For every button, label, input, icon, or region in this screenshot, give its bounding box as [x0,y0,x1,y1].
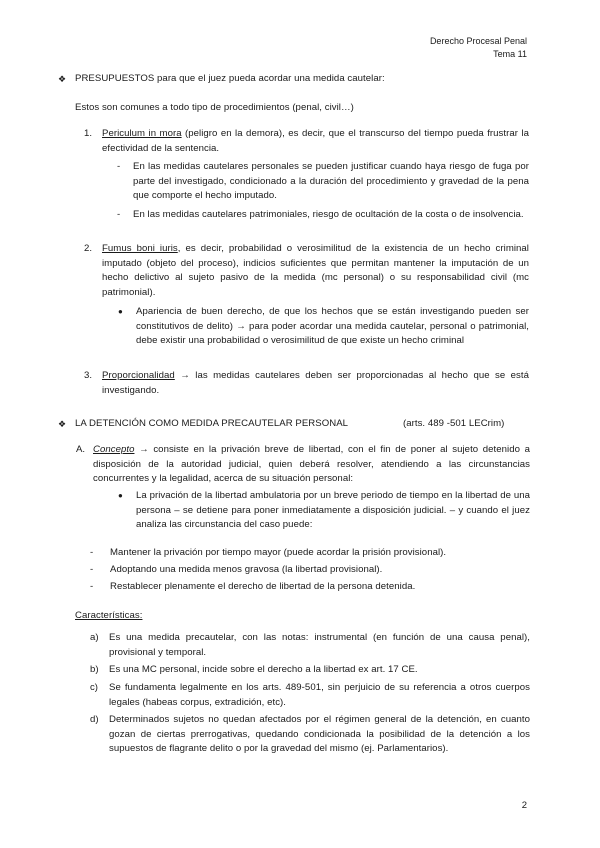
option2-dash: - [90,564,94,575]
item2-sub1-bullet-icon: ● [118,307,123,316]
item2-paragraph [102,242,529,300]
option3-dash: - [90,581,94,592]
carac-c-text: Se fundamenta legalmente en los arts. 489-501, sin perjuicio de su referencia a otros cuerpos legales (habeas corpus, extradición, etc). [109,682,530,708]
carac-a-text: Es una medida precautelar, con las notas: instrumental (en función de una causa penal), provisional y temporal. [109,632,530,658]
option1-dash: - [90,547,94,558]
itemA-text: → consiste en la privación breve de libertad, con el fin de poner al sujeto detenido a disposición de la autoridad judicial, quien deberá resolver, atendiendo a las circunstancias concurrentes y la legalidad, acerca de su situación personal: [93,444,530,485]
item1-sub1-dash: - [117,161,121,172]
header-topic: Tema 11 [493,48,527,59]
item3-number: 3. [84,370,93,381]
item3-text: → las medidas cautelares deben ser proporcionadas al hecho que se está investigando. [102,370,529,396]
page-header [430,35,527,60]
item3-term: Proporcionalidad [102,370,175,381]
itemA-letter: A. [76,444,86,455]
option2-text: Adoptando una medida menos gravosa (la libertad provisional). [110,564,383,575]
item1-sub1-text: En las medidas cautelares personales se pueden justificar cuando haya riesgo de fuga por parte del investigado, condicionado a la duración del procedimiento y gravedad de la pena que comporte el hecho imputado. [133,161,529,202]
diamond-bullet-icon: ❖ [58,74,67,84]
option3-text: Restablecer plenamente el derecho de libertad de la persona detenida. [110,581,416,592]
itemA-sub-text: La privación de la libertad ambulatoria por un breve periodo de tiempo en la libertad de una persona – se detiene para poner inmediatamente a disposición judicial. – y cuando el juez analiza las circunstancia del caso puede: [136,490,530,531]
item1-number: 1. [84,128,93,139]
carac-d-letter: d) [90,714,99,725]
item1-sub2-dash: - [117,209,121,220]
carac-c-letter: c) [90,682,98,693]
section2-reference: (arts. 489 -501 LECrim) [403,418,505,429]
section1-title: PRESUPUESTOS para que el juez pueda acordar una medida cautelar: [75,73,385,84]
itemA-paragraph [93,443,530,487]
item1-term: Periculum in mora [102,128,182,139]
carac-a-letter: a) [90,632,99,643]
diamond-bullet-icon: ❖ [58,419,67,429]
carac-b-text: Es una MC personal, incide sobre el derecho a la libertad ex art. 17 CE. [109,664,418,675]
item3-paragraph [102,369,529,398]
item1-paragraph [102,127,529,156]
item2-text: , es decir, probabilidad o verosimilitud de la existencia de un hecho criminal imputado (objeto del proceso), indicios suficientes que permitan mantener la imputación de un hecho delictivo al sujeto pasivo de la medida (mc personal) o su responsabilidad civil (mc patrimonial). [102,243,529,298]
itemA-sub-bullet-icon: ● [118,491,123,500]
itemA-term: Concepto [93,444,135,455]
carac-b-letter: b) [90,664,99,675]
section2-title: LA DETENCIÓN COMO MEDIDA PRECAUTELAR PERSONAL [75,418,349,429]
header-course: Derecho Procesal Penal [429,36,527,46]
item2-term: Fumus boni iuris [102,243,178,254]
item2-sub1-text: Apariencia de buen derecho, de que los hechos que se están investigando pueden ser constitutivos de delito) → para poder acordar una medida cautelar, personal o patrimonial, debe existir una probabilidad o verosimilitud de que existe un hecho criminal [136,306,529,347]
page-number: 2 [521,800,527,811]
item1-text: (peligro en la demora), es decir, que el transcurso del tiempo pueda frustrar la efectividad de la sentencia. [102,128,529,154]
option1-text: Mantener la privación por tiempo mayor (puede acordar la prisión provisional). [110,547,447,558]
caracteristicas-title: Características: [75,610,143,621]
item2-number: 2. [84,243,93,254]
item1-sub2-text: En las medidas cautelares patrimoniales, riesgo de ocultación de la costa o de insolvencia. [133,209,524,220]
section1-intro: Estos son comunes a todo tipo de procedimientos (penal, civil…) [75,102,354,113]
carac-d-text: Determinados sujetos no quedan afectados por el régimen general de la detención, en cuanto gozan de ciertas prerrogativas, quedando condicionada la posibilidad de la detención a los supuestos de flagrante delito o por la gravedad del mismo (ej. Parlamentarios). [109,714,530,755]
